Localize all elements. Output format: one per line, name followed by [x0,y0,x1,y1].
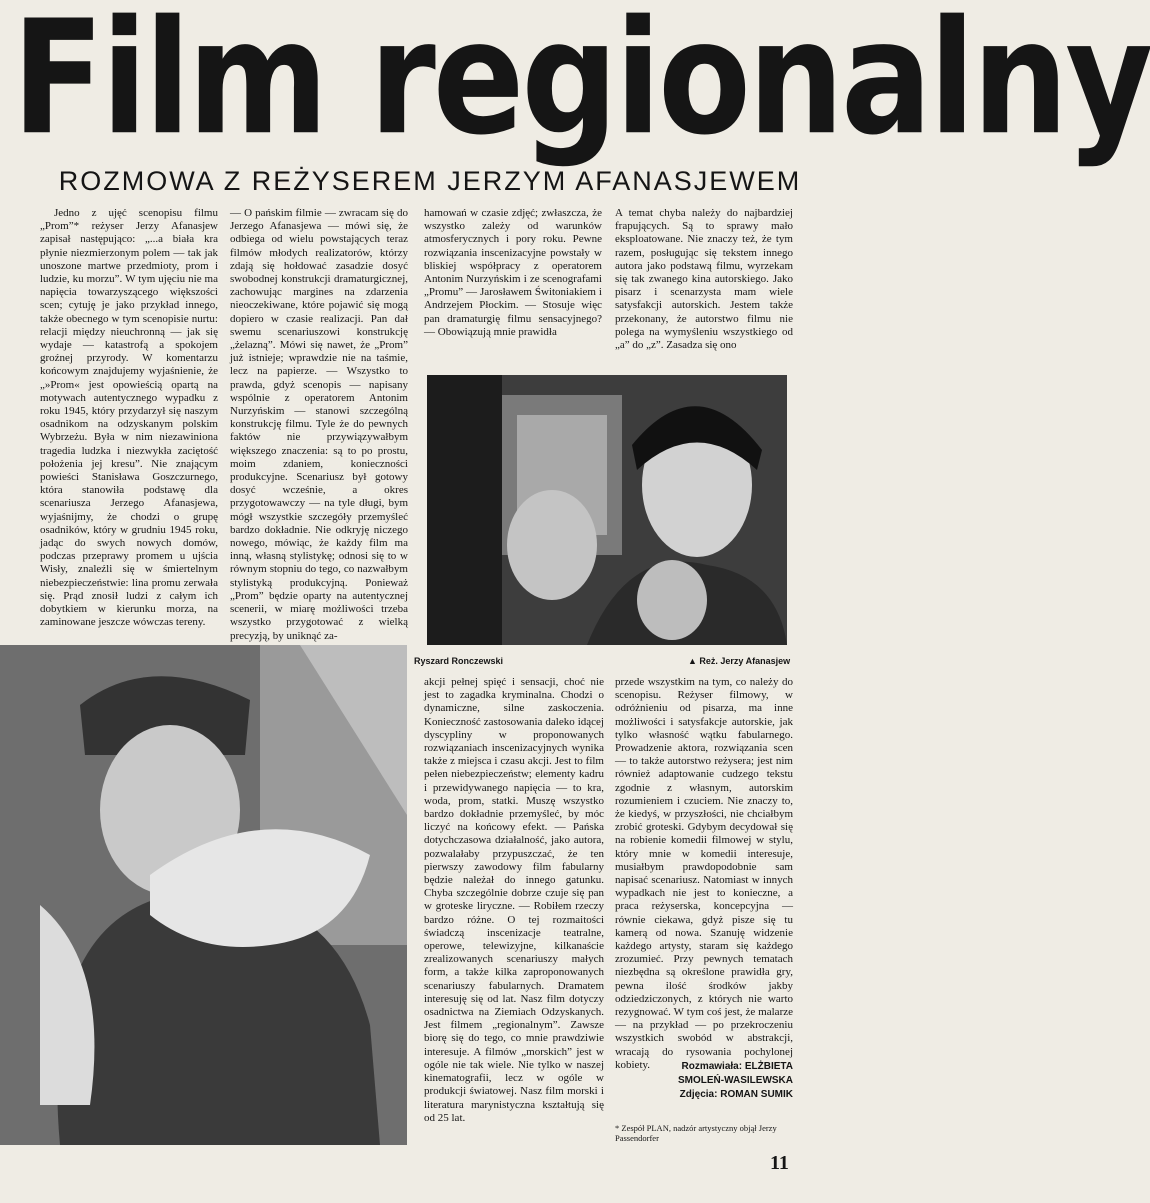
paragraph: przede wszystkim na tym, co należy do scenopisu. Reżyser filmowy, w odróżnieniu od pisarza, ma inne możliwości i satysfakcje autorskie, jak tylko własność wątku fabularnego. Prowadzenie aktora, rozwiązania scen — to także autorstwo reżysera; jest nim również adaptowanie cudzego tekstu zgodnie z własnym, autorskim rozumieniem i czuciem. Nie znaczy to, że kiedyś, w przyszłości, nie chciałbym zrobić groteski. Gdybym decydował się na robienie komedii filmowej w stylu, który mnie w komedii interesuje, musiałbym prawdopodobnie sam napisać scenariusz. Natomiast w innych wypadkach nie jest to konieczne, a praca reżyserska, koncepcyjna — równie ciekawa, gdyż pisze się tu kamerą od nowa. Szanuję widzenie każdego artysty, staram się każdego zrozumieć. Przy pewnych tematach niezbędna są określone prawidła gry, pewna ilość środków jakby odziedziczonych, z których nie warto rezygnować. W tym coś jest, że malarze — na przykład — po przekroczeniu wszystkich swobód w abstrakcji, wracają do rysowania pochylonej kobiety. [615,676,793,1071]
credit-photos: Zdjęcia: ROMAN SUMIK [679,1089,793,1100]
credit-interviewer: Rozmawiała: ELŻBIETA [681,1061,793,1072]
credits [600,1060,793,1102]
text-column-3 [424,207,602,357]
paragraph: — O pańskim filmie — zwracam się do Jerzego Afanasjewa — mówi się, że odbiega od wielu powstających teraz filmów młodych realizatorów, którzy zdają się hołdować zasadzie dosyć swobodnej konstrukcji dramaturgicznej, zachowując margines na zdarzenia nieoczekiwane, które pojawić się mogą dopiero w czasie realizacji. Pan dał swemu scenariuszowi konstrukcję „żelazną”. Mówi się nawet, że „Prom” już istnieje; wprawdzie nie na taśmie, lecz na papierze. — Wszystko to prawda, gdyż scenopis — napisany wspólnie z operatorem Antonim Nurzyńskim — stanowi szczególną konstrukcję filmu. Tyle że do pewnych faktów nie przywiązywałbym większego znaczenia: są to po prostu, moim zdaniem, konieczności produkcyjne. Scenariusz był gotowy dosyć wcześnie, a okres przygotowawczy — na tyle długi, bym mógł wszystkie szczegóły przemyśleć bardzo dokładnie. Nie odkryję niczego nowego, mówiąc, że każdy film ma inną, własną stylistykę; odnosi się to w równym stopniu do tego, co nazwałbym stylistyką produkcyjną. Ponieważ „Prom” będzie oparty na autentycznej scenerii, w miarę możliwości trzeba wszystko przygotować z wielką precyzją, by uniknąć za- [230,207,408,642]
credit-interviewer-name: SMOLEŃ-WASILEWSKA [678,1075,793,1086]
footnote: * Zespół PLAN, nadzór artystyczny objął Jerzy Passendorfer [615,1123,777,1143]
photo-director-image [427,375,787,645]
paragraph: A temat chyba należy do najbardziej frapujących. Są to sprawy mało eksploatowane. Nie znaczy też, że tym razem, posługując się tekstem innego autora jako podstawą filmu, wyrzekam się tak zwanego kina autorskiego. Jako pisarz i scenarzysta mam wiele satysfakcji autorskich. Jestem także przekonany, że autorstwo filmu nie polega na wymyśleniu wszystkiego od „a” do „z”. Zasadza się ono [615,207,793,352]
text-column-5 [424,676,604,1124]
paragraph: hamowań w czasie zdjęć; zwłaszcza, że wszystko zależy od warunków atmosferycznych i pory roku. Pewne rozwiązania inscenizacyjne powstały w bliskiej współpracy z operatorem Antonim Nurzyńskim i ze scenografami „Promu” — Jarosławem Świtoniakiem i Andrzejem Płockim. — Stosuje więc pan dramaturgię filmu sensacyjnego? — Obowiązują mnie prawidła [424,207,602,338]
photo-actor-image [0,645,407,1145]
text-column-4 [615,207,793,357]
article-subtitle: ROZMOWA Z REŻYSEREM JERZYM AFANASJEWEM [58,166,802,196]
text-column-2 [230,207,408,642]
caption-actor: Ryszard Ronczewski [414,656,504,666]
paragraph: akcji pełnej spięć i sensacji, choć nie jest to zagadka kryminalna. Chodzi o dynamiczne, silne zaskoczenia. Konieczność zastosowania daleko idącej dyscypliny w proponowanych rozwiązaniach inscenizacyjnych wynika także z miejsca i czasu akcji. Jest to film pełen niebezpieczeństw; elementy kadru i przewidywanego napięcia — to kra, woda, prom, statki. Muszę wszystko bardzo dokładnie przemyśleć, by móc liczyć na końcowy efekt. — Pańska dotychczasowa działalność, jako autora, pozwalałaby przypuszczać, że ten pierwszy zawodowy film fabularny będzie należał do innego gatunku. Chyba szczególnie dobrze czuje się pan w groteske liryczne. — Robiłem rzeczy bardzo różne. O tej rozmaitości świadczą inscenizacje teatralne, operowe, telewizyjne, kilkanaście zrealizowanych scenariuszy małych form, a także kilka zaproponowanych scenariuszy fabularnych. Dramatem interesuję się od lat. Nasz film dotyczy osadnictwa na Ziemiach Odzyskanych. Jest filmem „regionalnym”. Zawsze biorę się do tego, co mnie prawdziwie interesuje. A filmów „morskich” jest w ogóle nie tak wiele. Nie tylko w naszej kinematografii, lecz w ogóle w produkcji światowej. Nasz film morski i literatura marynistyczna kształtują się od 25 lat. [424,676,604,1124]
photo-director [427,375,787,645]
caption-director: ▲ Reż. Jerzy Afanasjew [688,656,791,666]
text-column-1 [40,207,218,627]
photo-actor [0,645,407,1145]
masthead-title: Film regionalny [12,0,1150,171]
page-number: 11 [770,1152,789,1174]
paragraph: Jedno z ujęć scenopisu filmu „Prom”* reżyser Jerzy Afanasjew zapisał następująco: „...a biała kra płynie niezmierzonym polem — tak jak unoszone martwe przedmioty, prom i ludzie, ku morzu”. W tym ujęciu nie ma napięcia towarzyszącego większości scen; cytuję je jako przykład innego, także obecnego w tym scenopisie nurtu: relacji między nieuchronną — jak się wydaje — katastrofą a spokojem groźnej przyrody. W komentarzu końcowym znajdujemy wyjaśnienie, że „»Prom« jest opowieścią opartą na motywach autentycznego wypadku z roku 1945, który przydarzył się naszym osadnikom na odzyskanym polskim Wybrzeżu. Była w nim niezawiniona tragedia ludzka i niezwykła zaciętość położenia jej kresu”. Nie znającym powieści Stanisława Goszczurnego, która stanowiła podstawę dla scenariusza Jerzego Afanasjewa, wyjaśnijmy, że chodzi o grupę osadników, który w grudniu 1945 roku, jadąc do swych nowych domów, podczas przeprawy promem u ujścia Wisły, znaleźli się w śmiertelnym niebezpieczeństwie: lina promu zerwała się. Prąd znosił ludzi z całym ich dobytkiem w kierunku morza, na zaminowane jeszcze wówczas tereny. [40,207,218,629]
